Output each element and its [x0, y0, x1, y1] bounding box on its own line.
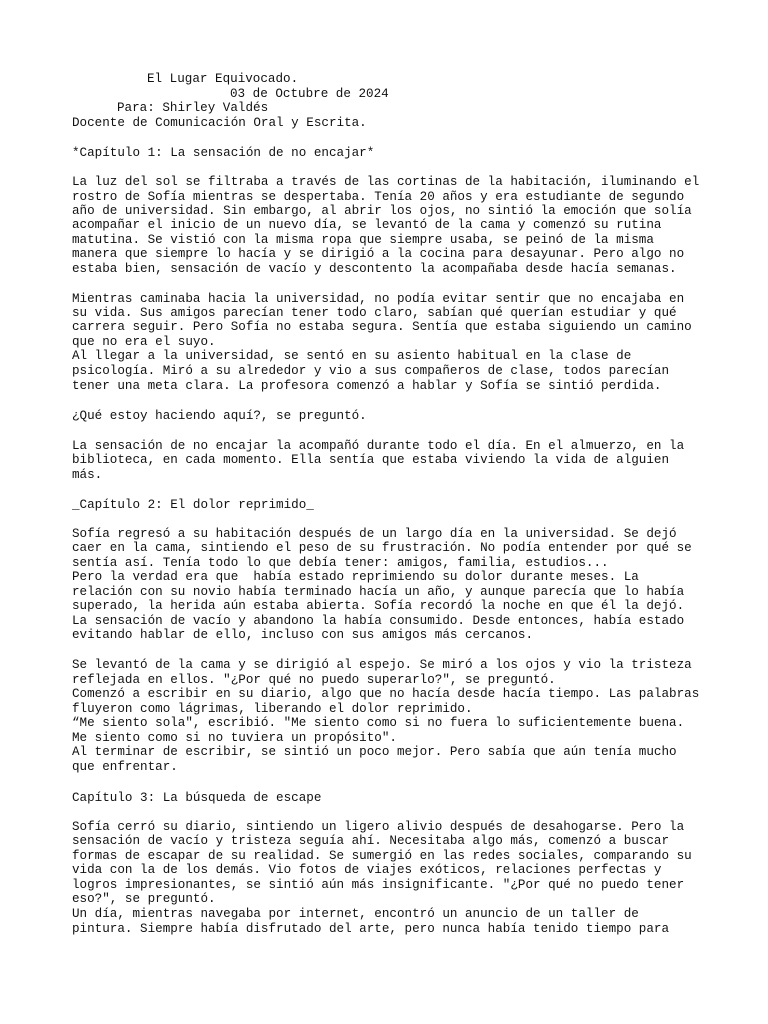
text-line: Comenzó a escribir en su diario, algo que no hacía desde hacía tiempo. Las palabras — [72, 687, 700, 701]
text-line: evitando hablar de ello, incluso con sus amigos más cercanos. — [72, 628, 534, 642]
text-line: su vida. Sus amigos parecían tener todo claro, sabían qué querían estudiar y qué — [72, 306, 677, 320]
text-line: La luz del sol se filtraba a través de las cortinas de la habitación, iluminando el — [72, 175, 700, 189]
text-line: Pero la verdad era que había estado reprimiendo su dolor durante meses. La — [72, 570, 639, 584]
text-line: reflejada en ellos. "¿Por qué no puedo superarlo?", se preguntó. — [72, 673, 556, 687]
text-line: tener una meta clara. La profesora comenzó a hablar y Sofía se sintió perdida. — [72, 379, 662, 393]
text-line: biblioteca, en cada momento. Ella sentía que estaba viviendo la vida de alguien — [72, 453, 670, 467]
text-line: Al terminar de escribir, se sintió un poco mejor. Pero sabía que aún tenía mucho — [72, 745, 677, 759]
chapter-2-heading: _Capítulo 2: El dolor reprimido_ — [72, 498, 314, 512]
text-line: formas de escapar de su realidad. Se sumergió en las redes sociales, comparando su — [72, 849, 692, 863]
recipient-role: Docente de Comunicación Oral y Escrita. — [72, 116, 367, 130]
text-line: Me siento como si no tuviera un propósito". — [72, 731, 397, 745]
text-line: relación con su novio había terminado hacía un año, y aunque parecía que lo había — [72, 585, 685, 599]
text-line: Mientras caminaba hacia la universidad, no podía evitar sentir que no encajaba en — [72, 292, 685, 306]
text-line: La sensación de no encajar la acompañó durante todo el día. En el almuerzo, en la — [72, 439, 685, 453]
text-line: eso?", se preguntó. — [72, 892, 216, 906]
text-line: año de universidad. Sin embargo, al abrir los ojos, no sintió la emoción que solía — [72, 204, 692, 218]
text-line: más. — [72, 468, 103, 482]
text-line: La sensación de vacío y abandono la había consumido. Desde entonces, había estado — [72, 614, 685, 628]
text-line: logros impresionantes, se sintió aún más insignificante. "¿Por qué no puedo tener — [72, 878, 685, 892]
text-line: Se levantó de la cama y se dirigió al espejo. Se miró a los ojos y vio la tristeza — [72, 658, 692, 672]
text-line: Sofía cerró su diario, sintiendo un ligero alivio después de desahogarse. Pero la — [72, 820, 685, 834]
text-line: estaba bien, sensación de vacío y descontento la acompañaba desde hacía semanas. — [72, 262, 677, 276]
text-line: “Me siento sola", escribió. "Me siento como si no fuera lo suficientemente buena. — [72, 716, 685, 730]
chapter-1-heading: *Capítulo 1: La sensación de no encajar* — [72, 146, 375, 160]
text-line: sensación de vacío y tristeza seguía ahí. Necesitaba algo más, comenzó a buscar — [72, 834, 670, 848]
text-line: carrera seguir. Pero Sofía no estaba segura. Sentía que estaba siguiendo un camino — [72, 320, 692, 334]
text-line: psicología. Miró a su alrededor y vio a sus compañeros de clase, todos parecían — [72, 364, 670, 378]
text-line: Al llegar a la universidad, se sentó en su asiento habitual en la clase de — [72, 349, 632, 363]
text-line: que no era el suyo. — [72, 335, 216, 349]
text-line: rostro de Sofía mientras se despertaba. Tenía 20 años y era estudiante de segundo — [72, 190, 685, 204]
text-line: superado, la herida aún estaba abierta. Sofía recordó la noche en que él la dejó. — [72, 599, 685, 613]
text-line: sentía así. Tenía todo lo que debía tener: amigos, familia, estudios... — [72, 556, 609, 570]
text-line: vida con la de los demás. Vio fotos de viajes exóticos, relaciones perfectas y — [72, 863, 662, 877]
text-line: Un día, mientras navegaba por internet, encontró un anuncio de un taller de — [72, 907, 639, 921]
text-line: ¿Qué estoy haciendo aquí?, se preguntó. — [72, 409, 367, 423]
text-line: que enfrentar. — [72, 760, 178, 774]
text-line: Sofía regresó a su habitación después de un largo día en la universidad. Se dejó — [72, 527, 677, 541]
text-line: acompañar el inicio de un nuevo día, se levantó de la cama y comenzó su rutina — [72, 218, 662, 232]
document-date: 03 de Octubre de 2024 — [230, 87, 389, 101]
recipient-line: Para: Shirley Valdés — [117, 101, 269, 115]
document-title: El Lugar Equivocado. — [147, 72, 299, 86]
chapter-3-heading: Capítulo 3: La búsqueda de escape — [72, 791, 322, 805]
text-line: matutina. Se vistió con la misma ropa que siempre usaba, se peinó de la misma — [72, 233, 654, 247]
text-line: pintura. Siempre había disfrutado del arte, pero nunca había tenido tiempo para — [72, 922, 670, 936]
text-line: fluyeron como lágrimas, liberando el dolor reprimido. — [72, 702, 473, 716]
text-line: caer en la cama, sintiendo el peso de su frustración. No podía entender por qué se — [72, 541, 692, 555]
text-line: manera que siempre lo hacía y se dirigió a la cocina para desayunar. Pero algo no — [72, 247, 685, 261]
